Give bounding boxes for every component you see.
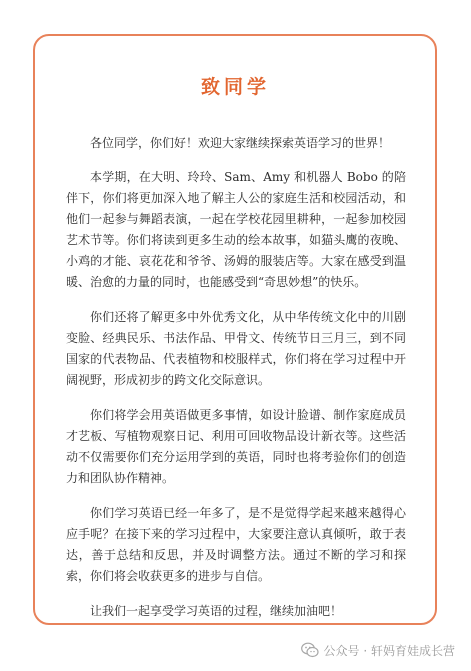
paragraph-culture: 你们还将了解更多中外优秀文化，从中华传统文化中的川剧变脸、经典民乐、书法作品、甲骨文、传统节日三月三，到不同国家的代表物品、代表植物和校服样式，你们将在学习过程中开阔视野，形成初步的跨文化交际意识。 [66,310,406,387]
page-title: 致同学 [200,76,270,98]
paragraph-closing: 让我们一起享受学习英语的过程，继续加油吧！ [90,604,343,618]
paragraph-activities: 你们将学会用英语做更多事情，如设计脸谱、制作家庭成员才艺板、写植物观察日记、利用可回收物品设计新衣等。这些活动不仅需要你们充分运用学到的英语，同时也将考验你们的创造力和团队协作精神。 [66,408,406,485]
paragraph-greeting: 各位同学，你们好！欢迎大家继续探索英语学习的世界！ [90,136,391,150]
letter-body [66,133,406,636]
watermark [301,639,455,661]
paragraph-semester: 本学期，在大明、玲玲、Sam、Amy 和机器人 Bobo 的陪伴下，你们将更加深入地了解主人公的家庭生活和校园活动，和他们一起参与舞蹈表演，一起在学校花园里耕种，一起参加校园艺术节等。你们将读到更多生动的绘本故事，如猫头鹰的夜晚、小鸡的才能、哀花花和爷爷、汤姆的服装店等。大家在感受到温暖、治愈的力量的同时，也能感受到“奇思妙想”的快乐。 [66,170,406,289]
wechat-icon [301,642,319,658]
watermark-text: 公众号 · 轩妈育娃成长营 [323,643,455,658]
paragraph-progress: 你们学习英语已经一年多了，是不是觉得学起来越来越得心应手呢？在接下来的学习过程中，大家要注意认真倾听，敢于表达，善于总结和反思，并及时调整方法。通过不断的学习和探索，你们将会收获更多的进步与自信。 [66,506,406,583]
